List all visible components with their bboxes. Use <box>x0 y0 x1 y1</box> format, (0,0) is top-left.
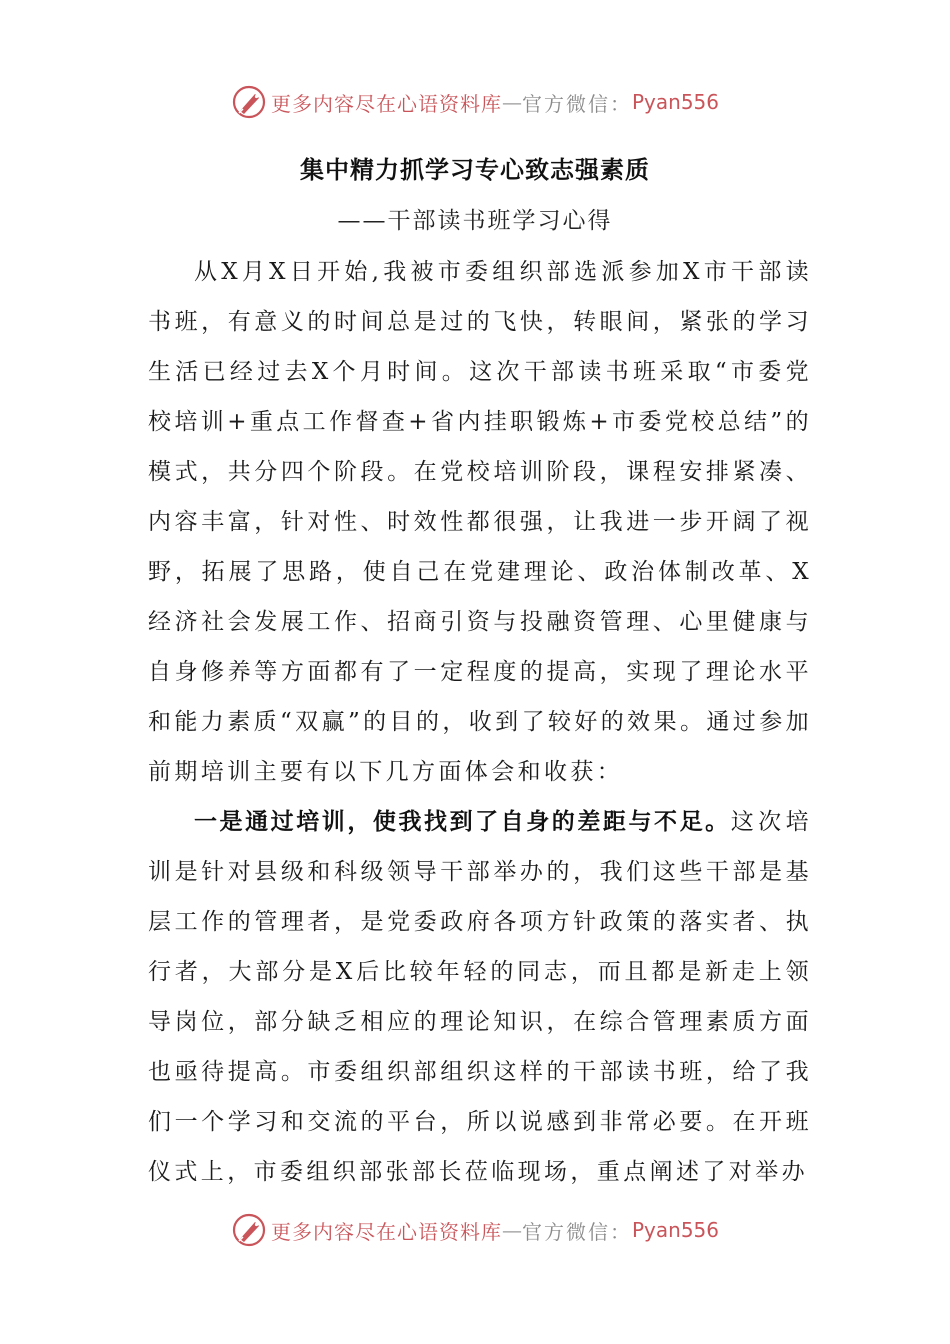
document-subtitle: ——干部读书班学习心得 <box>337 208 613 234</box>
document-body <box>148 247 812 1197</box>
banner-wechat-id: Pyan556 <box>631 1218 719 1242</box>
document-title: 集中精力抓学习专心致志强素质 <box>300 156 650 184</box>
pen-nib-icon <box>231 1212 267 1248</box>
paragraph-intro: 从X月X日开始,我被市委组织部选派参加X市干部读书班，有意义的时间总是过的飞快，转眼间，紧张的学习生活已经过去X个月时间。这次干部读书班采取“市委党校培训+重点工作督查+省内挂职锻炼+市委党校总结”的模式，共分四个阶段。在党校培训阶段，课程安排紧凑、内容丰富，针对性、时效性都很强，让我进一步开阔了视野，拓展了思路，使自己在党建理论、政治体制改革、X经济社会发展工作、招商引资与投融资管理、心里健康与自身修养等方面都有了一定程度的提高，实现了理论水平和能力素质“双赢”的目的，收到了较好的效果。通过参加前期培训主要有以下几方面体会和收获： <box>148 259 812 785</box>
banner-wechat-label: 官方微信： <box>521 1219 632 1244</box>
banner-wechat-label: 官方微信： <box>521 91 632 116</box>
paragraph-point-one <box>148 797 812 1197</box>
banner-separator: — <box>501 1218 522 1242</box>
banner-wechat-id: Pyan556 <box>631 90 719 114</box>
header-watermark-banner <box>0 82 950 122</box>
paragraph-body-text: 这次培训是针对县级和科级领导干部举办的，我们这些干部是基层工作的管理者，是党委政府各项方针政策的落实者、执行者，大部分是X后比较年轻的同志，而且都是新走上领导岗位，部分缺乏相应的理论知识，在综合管理素质方面也亟待提高。市委组织部组织这样的干部读书班，给了我们一个学习和交流的平台，所以说感到非常必要。在开班仪式上，市委组织部张部长莅临现场，重点阐述了对举办 <box>148 809 813 1185</box>
banner-brand-text: 更多内容尽在心语资料库 <box>270 1219 502 1244</box>
footer-watermark-banner <box>0 1210 950 1250</box>
banner-separator: — <box>501 90 522 114</box>
pen-nib-icon <box>231 84 267 120</box>
banner-brand-text: 更多内容尽在心语资料库 <box>270 91 502 116</box>
paragraph-lead-sentence: 一是通过培训，使我找到了自身的差距与不足。 <box>194 809 731 835</box>
